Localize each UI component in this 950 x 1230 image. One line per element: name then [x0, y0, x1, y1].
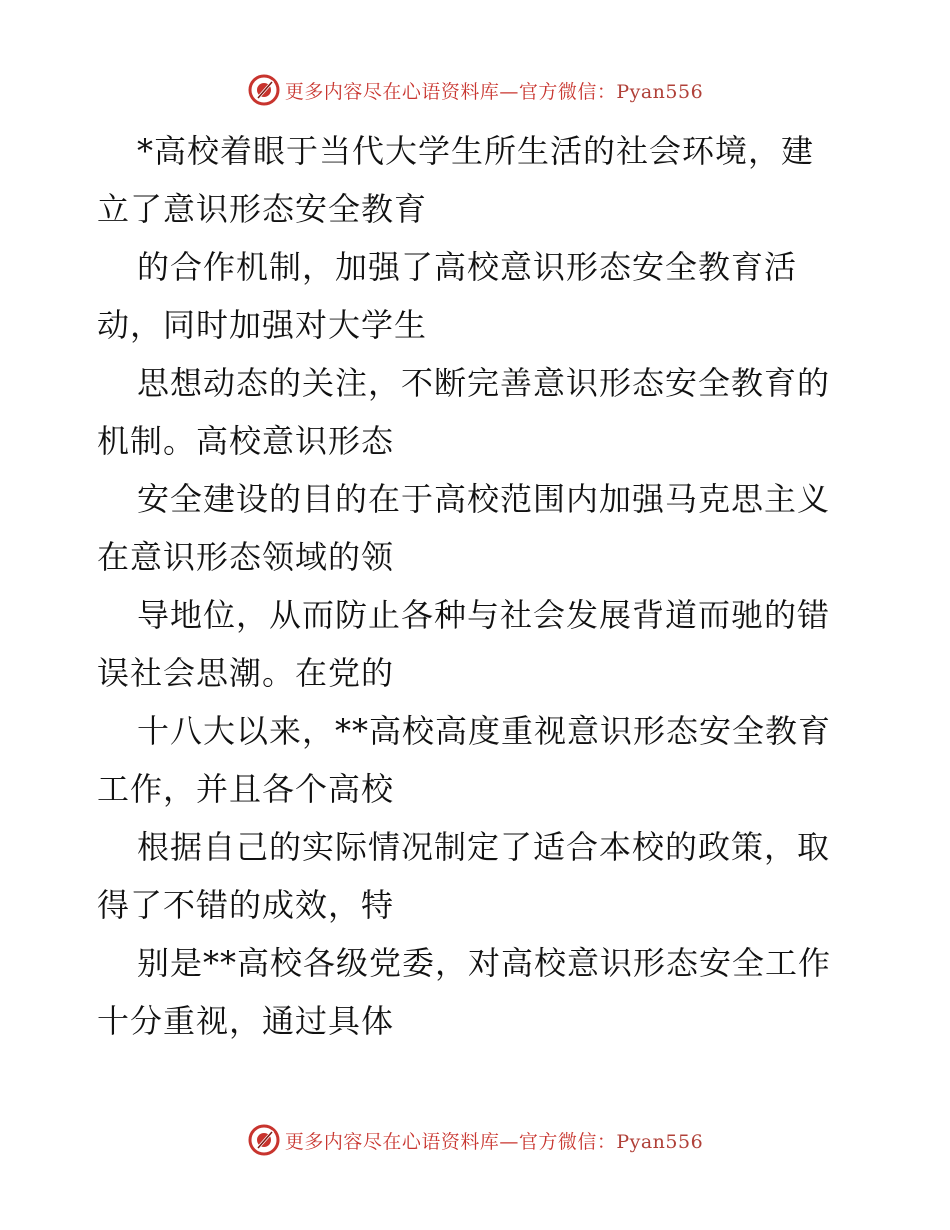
text-line: 立了意识形态安全教育: [97, 190, 428, 228]
header-watermark: [0, 70, 950, 110]
text-line: 导地位，从而防止各种与社会发展背道而驰的错: [137, 596, 831, 634]
text-line: 思想动态的关注，不断完善意识形态安全教育的: [137, 364, 831, 402]
text-line: *高校着眼于当代大学生所生活的社会环境，建: [137, 132, 815, 170]
logo-icon: [247, 73, 281, 107]
watermark-text: 更多内容尽在心语资料库—官方微信：Pyan556: [284, 80, 704, 103]
watermark-text: 更多内容尽在心语资料库—官方微信：Pyan556: [284, 1130, 704, 1153]
text-line: 得了不错的成效，特: [97, 886, 395, 924]
text-line: 在意识形态领域的领: [97, 538, 395, 576]
logo-icon: [247, 1123, 281, 1157]
text-line: 十八大以来，**高校高度重视意识形态安全教育: [137, 712, 832, 750]
text-line: 十分重视，通过具体: [97, 1002, 395, 1040]
text-line: 机制。高校意识形态: [97, 422, 395, 460]
text-line: 根据自己的实际情况制定了适合本校的政策，取: [137, 828, 831, 866]
text-line: 别是**高校各级党委，对高校意识形态安全工作: [137, 944, 832, 982]
text-line: 的合作机制，加强了高校意识形态安全教育活: [137, 248, 798, 286]
text-line: 工作，并且各个高校: [97, 770, 395, 808]
document-body: [97, 122, 857, 1050]
footer-watermark: [0, 1120, 950, 1160]
text-line: 安全建设的目的在于高校范围内加强马克思主义: [137, 480, 831, 518]
text-line: 误社会思潮。在党的: [97, 654, 395, 692]
text-line: 动，同时加强对大学生: [97, 306, 428, 344]
